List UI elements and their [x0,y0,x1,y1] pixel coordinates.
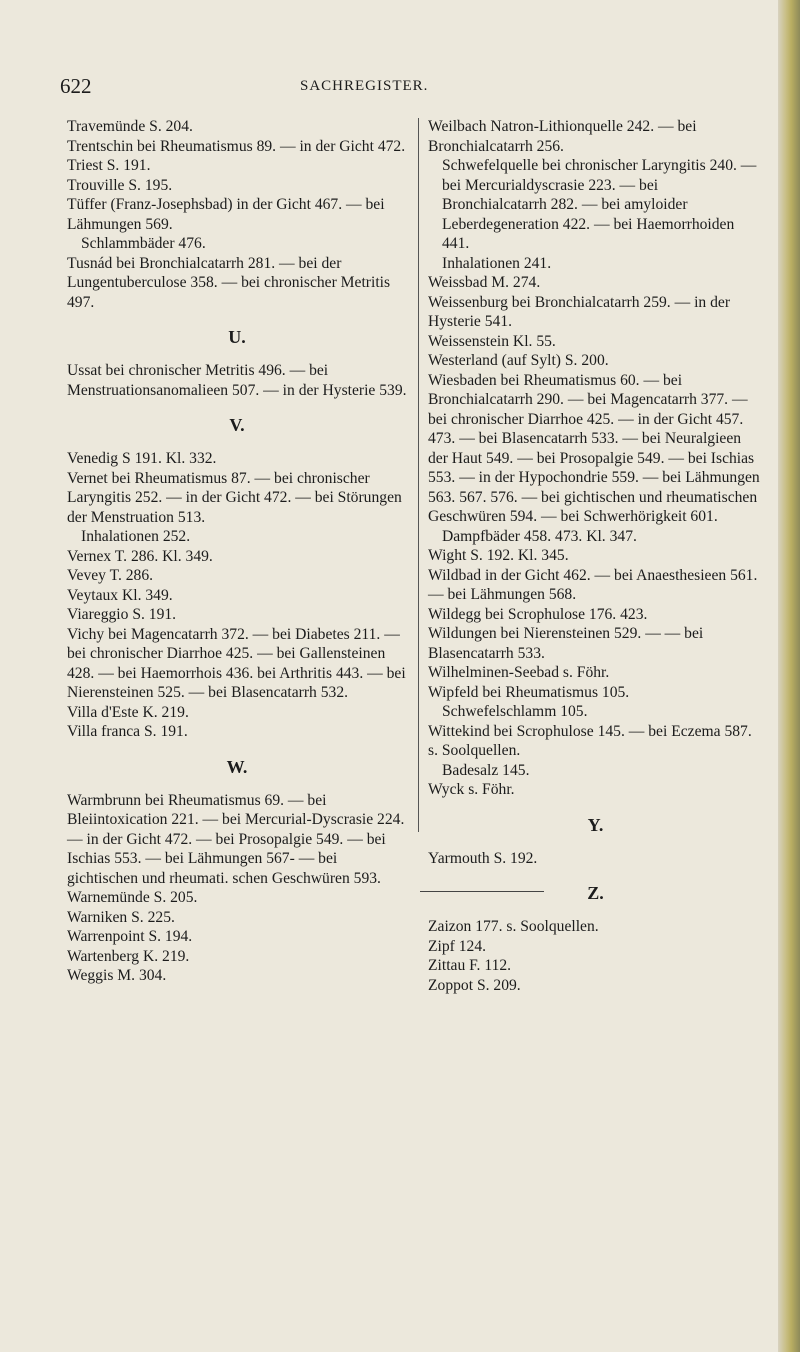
section-letter: Y. [587,814,604,835]
index-entry: Weissenburg bei Bronchialcatarrh 259. — in der Hysterie 541. [428,293,731,330]
section-letter: Z. [587,883,604,903]
section-letter: V. [229,415,245,435]
index-entry: Triest S. 191. [67,157,151,174]
index-entry: Venedig S 191. Kl. 332. [67,450,217,467]
index-entry: Zittau F. 112. [428,957,512,974]
index-entry: Wilhelminen-Seebad s. Föhr. [428,664,610,681]
left-column [67,117,407,986]
index-entry: Warrenpoint S. 194. [67,928,193,945]
running-head: SACHREGISTER. [300,78,429,94]
index-entry: Schwefelschlamm 105. [442,703,588,720]
page-number: 622 [60,74,92,98]
index-entry: Wildegg bei Scrophulose 176. 423. [428,605,648,623]
index-entry: Ussat bei chronischer Metritis 496. — bei Menstruationsanomalieen 507. — in der Hysterie 539. [67,362,407,399]
index-entry: Zoppot S. 209. [428,976,521,994]
index-entry: Trouville S. 195. [67,176,173,194]
right-column [428,117,763,995]
index-entry: Wiesbaden bei Rheumatismus 60. — bei Bronchialcatarrh 290. — bei Magencatarrh 377. — bei chronischer Diarrhoe 425. — in der Gicht 457. 473. — bei Blasencatarrh 533. — bei Neuralgieen der Haut 549. — bei Prosopalgie 549. — bei Ischias 553. — in der Hypochondrie 559. — bei Lähmungen 563. 567. 576. — bei gichtischen und rheumatischen Geschwüren 594. — bei Schwerhörigkeit 601. [428,371,760,525]
index-entry: Dampfbäder 458. 473. Kl. 347. [442,527,637,545]
index-entry: Zaizon 177. s. Soolquellen. [428,918,599,935]
index-entry: Schwefelquelle bei chronischer Laryngitis 240. — bei Mercurialdyscrasie 223. — bei Bronchialcatarrh 282. — bei amyloider Leberdegeneration 422. — bei Haemorrhoiden 441. [442,157,757,252]
index-entry: Trentschin bei Rheumatismus 89. — in der Gicht 472. [67,137,406,155]
index-entry: Inhalationen 241. [442,254,552,272]
index-entry: Badesalz 145. [442,761,530,779]
index-entry: Vernex T. 286. Kl. 349. [67,547,213,565]
page-edge [778,0,800,1352]
index-entry: Wittekind bei Scrophulose 145. — bei Eczema 587. s. Soolquellen. [428,722,752,759]
section-letter: W. [226,756,248,777]
index-entry: Warniken S. 225. [67,908,175,926]
index-entry: Schlammbäder 476. [81,235,206,252]
end-rule [420,891,544,892]
index-entry: Tüffer (Franz-Josephsbad) in der Gicht 467. — bei Lähmungen 569. [67,196,385,233]
index-entry: Weilbach Natron-Lithionquelle 242. — bei Bronchialcatarrh 256. [428,118,697,155]
index-entry: Travemünde S. 204. [67,118,193,135]
index-entry: Wartenberg K. 219. [67,947,190,965]
index-entry: Weissbad M. 274. [428,274,541,291]
index-entry: Vichy bei Magencatarrh 372. — bei Diabetes 211. — bei chronischer Diarrhoe 425. — bei Gallensteinen 428. — bei Haemorrhois 436. bei Arthritis 443. — bei Nierensteinen 525. — bei Blasencatarrh 532. [67,625,406,701]
index-entry: Warmbrunn bei Rheumatismus 69. — bei Bleiintoxication 221. — bei Mercurial-Dyscrasie 224. — in der Gicht 472. — bei Prosopalgie 549. — bei Ischias 553. — bei Lähmungen 567- — bei gichtischen und rheumati. schen Geschwüren 593. [67,791,405,887]
index-entry: Wildungen bei Nierensteinen 529. — — bei Blasencatarrh 533. [428,625,704,662]
page-header [0,74,790,100]
index-entry: Viareggio S. 191. [67,606,177,623]
index-entry: Villa d'Este K. 219. [67,703,189,721]
index-entry: Vevey T. 286. [67,567,154,584]
index-entry: Zipf 124. [428,937,487,955]
index-entry: Weggis M. 304. [67,967,167,984]
index-entry: Wipfeld bei Rheumatismus 105. [428,683,630,701]
index-entry: Wildbad in der Gicht 462. — bei Anaesthesieen 561. — bei Lähmungen 568. [428,566,758,603]
index-entry: Weissenstein Kl. 55. [428,332,556,350]
index-entry: Wyck s. Föhr. [428,781,515,798]
index-entry: Villa franca S. 191. [67,723,188,740]
index-entry: Inhalationen 252. [81,528,191,545]
column-divider [418,118,419,832]
index-entry: Tusnád bei Bronchialcatarrh 281. — bei der Lungentuberculose 358. — bei chronischer Metritis 497. [67,254,391,311]
index-entry: Veytaux Kl. 349. [67,586,173,604]
index-entry: Vernet bei Rheumatismus 87. — bei chronischer Laryngitis 252. — in der Gicht 472. — bei Störungen der Menstruation 513. [67,469,402,526]
section-letter: U. [228,327,246,347]
index-entry: Yarmouth S. 192. [428,849,538,867]
index-entry: Westerland (auf Sylt) S. 200. [428,352,609,369]
index-entry: Wight S. 192. Kl. 345. [428,547,569,564]
index-entry: Warnemünde S. 205. [67,889,198,906]
